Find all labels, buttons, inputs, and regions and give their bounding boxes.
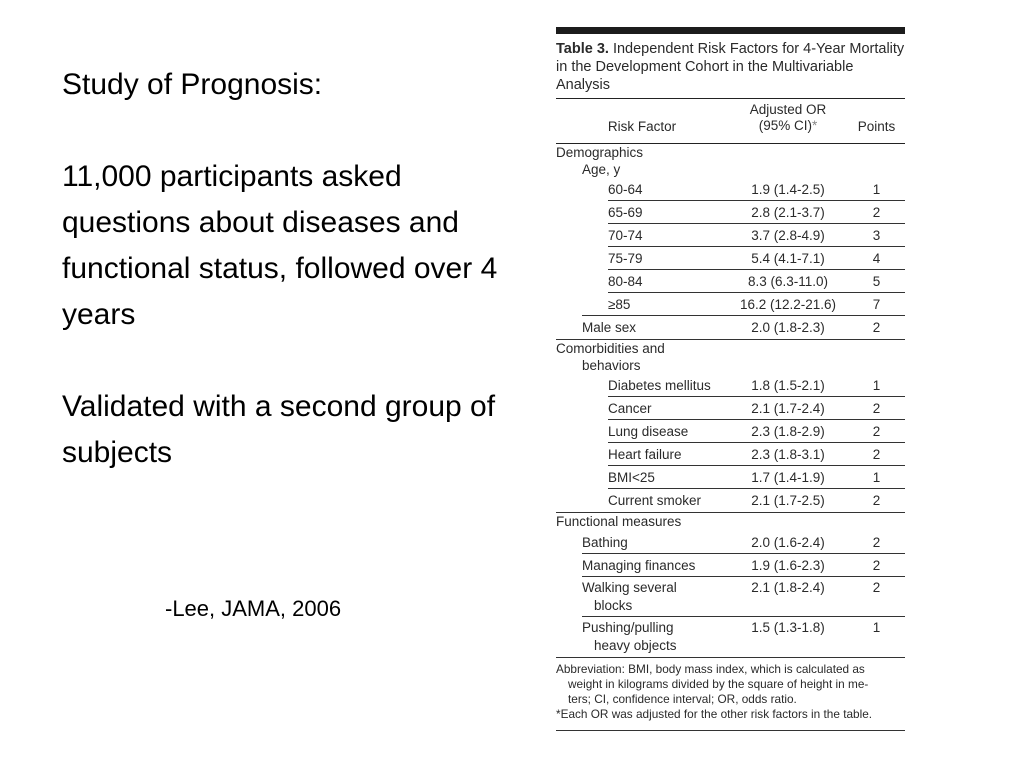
table-row <box>556 270 905 293</box>
row-points: 3 <box>872 228 881 243</box>
table-row <box>556 443 905 466</box>
table-bottom-rule <box>556 730 905 731</box>
table-row <box>556 247 905 270</box>
row-points: 2 <box>872 447 881 462</box>
row-points: 2 <box>872 205 881 220</box>
row-label-line1: Walking several <box>582 580 677 595</box>
table-row <box>556 316 905 340</box>
row-points: 5 <box>872 274 881 289</box>
header-or-asterisk: * <box>812 118 818 133</box>
row-or: 2.0 (1.6-2.4) <box>751 535 825 550</box>
table-row <box>556 531 905 554</box>
row-points: 1 <box>872 470 881 485</box>
table-footnote <box>556 662 905 722</box>
row-points: 2 <box>872 493 881 508</box>
row-or: 1.8 (1.5-2.1) <box>751 378 825 393</box>
section-demographics <box>556 144 905 162</box>
table-row <box>556 577 905 617</box>
footnote-line: ters; CI, confidence interval; OR, odds ratio. <box>568 692 797 706</box>
table-header <box>556 98 905 144</box>
table-row <box>556 554 905 577</box>
row-points: 1 <box>872 620 881 635</box>
row-or: 2.3 (1.8-2.9) <box>751 424 825 439</box>
row-or: 1.7 (1.4-1.9) <box>751 470 825 485</box>
row-label: 80-84 <box>608 274 643 289</box>
row-or: 1.5 (1.3-1.8) <box>751 620 825 635</box>
row-points: 2 <box>872 424 881 439</box>
header-or-line1: Adjusted OR <box>749 102 827 117</box>
row-or: 2.3 (1.8-3.1) <box>751 447 825 462</box>
row-points: 2 <box>872 558 881 573</box>
table-caption <box>556 40 905 94</box>
section-comorbidities-cont <box>556 358 905 374</box>
row-points: 1 <box>872 182 881 197</box>
risk-factor-table <box>556 27 905 731</box>
row-points: 1 <box>872 378 881 393</box>
table-row <box>556 466 905 489</box>
row-or: 16.2 (12.2-21.6) <box>739 297 837 312</box>
footnote-line: weight in kilograms divided by the square of height in me- <box>568 677 869 691</box>
table-caption-text: Independent Risk Factors for 4-Year Mortality in the Development Cohort in the Multivariable Analysis <box>556 41 905 93</box>
row-label: Heart failure <box>608 447 682 462</box>
section-functional <box>556 513 905 531</box>
section-label: Functional measures <box>556 514 682 529</box>
slide-paragraph-participants: 11,000 participants asked questions about diseases and functional status, followed over 4 years <box>62 160 498 331</box>
row-or: 2.1 (1.7-2.4) <box>751 401 825 416</box>
row-label <box>582 579 700 615</box>
row-points: 4 <box>872 251 881 266</box>
section-label: Comorbidities and <box>556 341 665 356</box>
row-label: Current smoker <box>608 493 702 508</box>
row-label: BMI<25 <box>608 470 655 485</box>
row-or: 3.7 (2.8-4.9) <box>751 228 825 243</box>
table-caption-label: Table 3. <box>556 41 609 57</box>
row-label-line2: heavy objects <box>594 638 677 653</box>
header-or-line2: (95% CI) <box>758 118 812 133</box>
table-row <box>556 420 905 443</box>
row-label: Male sex <box>582 320 637 335</box>
row-or: 2.1 (1.8-2.4) <box>751 580 825 595</box>
row-label: Managing finances <box>582 558 696 573</box>
table-row <box>556 617 905 658</box>
table-row <box>556 178 905 201</box>
subsection-label: Age, y <box>582 162 621 177</box>
table-row <box>556 374 905 397</box>
citation: -Lee, JAMA, 2006 <box>165 596 342 621</box>
row-label: 65-69 <box>608 205 643 220</box>
row-points: 2 <box>872 580 881 595</box>
row-points: 2 <box>872 320 881 335</box>
subsection-age <box>556 162 905 178</box>
row-label: ≥85 <box>608 297 631 312</box>
header-points: Points <box>857 119 896 134</box>
slide-text-block <box>62 62 502 476</box>
table-row <box>556 397 905 420</box>
row-points: 2 <box>872 401 881 416</box>
header-risk-factor: Risk Factor <box>607 119 677 134</box>
row-or: 1.9 (1.6-2.3) <box>751 558 825 573</box>
row-label: 60-64 <box>608 182 643 197</box>
table-row <box>556 293 905 316</box>
row-label: Cancer <box>608 401 652 416</box>
slide-paragraph-validation: Validated with a second group of subjects <box>62 390 496 469</box>
table-row <box>556 201 905 224</box>
table-row <box>556 489 905 513</box>
footnote-line: Abbreviation: BMI, body mass index, which is calculated as <box>556 662 865 676</box>
row-or: 2.1 (1.7-2.5) <box>751 493 825 508</box>
footnote-asterisk-note: *Each OR was adjusted for the other risk factors in the table. <box>556 707 873 721</box>
row-or: 1.9 (1.4-2.5) <box>751 182 825 197</box>
section-label-cont: behaviors <box>582 358 641 373</box>
row-label: 75-79 <box>608 251 643 266</box>
row-or: 8.3 (6.3-11.0) <box>747 274 829 289</box>
row-label: Bathing <box>582 535 628 550</box>
table-row <box>556 224 905 247</box>
section-comorbidities <box>556 340 905 358</box>
row-or: 5.4 (4.1-7.1) <box>751 251 825 266</box>
row-label: Diabetes mellitus <box>608 378 711 393</box>
row-or: 2.0 (1.8-2.3) <box>751 320 825 335</box>
row-points: 2 <box>872 535 881 550</box>
row-points: 7 <box>872 297 881 312</box>
row-label: Lung disease <box>608 424 689 439</box>
row-or: 2.8 (2.1-3.7) <box>751 205 825 220</box>
slide-title: Study of Prognosis: <box>62 68 323 101</box>
table-top-rule <box>556 27 905 34</box>
header-adjusted-or <box>728 102 848 134</box>
row-label: 70-74 <box>608 228 643 243</box>
section-label: Demographics <box>556 145 644 160</box>
row-label-line2: blocks <box>594 598 633 613</box>
row-label <box>582 619 700 655</box>
row-label-line1: Pushing/pulling <box>582 620 674 635</box>
